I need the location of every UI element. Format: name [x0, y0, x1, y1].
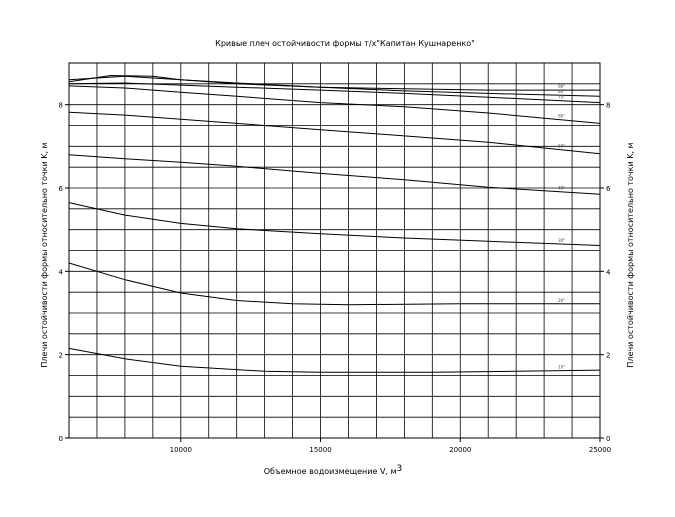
curve-label: 50° — [558, 143, 566, 149]
y-tick-label-left: 6 — [58, 185, 63, 193]
curves — [69, 76, 600, 373]
y-tick-label-left: 2 — [58, 351, 63, 360]
y-axis-label-right: Плечи остойчивости формы относительно точки K, м — [626, 142, 635, 368]
curve-50-deg — [69, 112, 600, 154]
x-axis-label-sup: 3 — [396, 464, 403, 474]
curve-label: 70° — [558, 94, 566, 100]
y-tick-label-right: 4 — [606, 268, 611, 277]
y-tick-label-right: 0 — [606, 435, 611, 443]
y-tick-label-right: 6 — [606, 185, 611, 193]
chart-title: Кривые плеч остойчивости формы т/х"Капитан Кушнаренко" — [215, 39, 475, 48]
curve-label: 90° — [558, 84, 566, 90]
grid — [69, 63, 600, 438]
curve-label: 40° — [558, 185, 566, 191]
x-axis-label — [264, 464, 403, 476]
y-tick-label-left: 8 — [58, 101, 63, 110]
curve-labels — [558, 84, 565, 370]
x-tick-label: 25000 — [588, 446, 612, 454]
y-tick-label-right: 8 — [606, 101, 611, 110]
y-axis-label-left: Плечи остойчивости формы относительно точки K, м — [40, 142, 49, 368]
x-axis-label-text: Объемное водоизмещение V, м — [263, 467, 397, 476]
x-tick-label: 10000 — [169, 446, 192, 454]
curve-80-deg — [69, 76, 600, 96]
curve-10-deg — [69, 348, 600, 372]
curve-70-deg — [69, 83, 600, 103]
curve-label: 10° — [558, 364, 566, 370]
curve-label: 80° — [558, 89, 566, 95]
curve-label: 60° — [558, 113, 566, 119]
y-tick-label-left: 4 — [58, 268, 63, 277]
y-tick-label-right: 2 — [606, 351, 611, 360]
y-tick-label-left: 0 — [58, 435, 63, 443]
curve-20-deg — [69, 263, 600, 305]
curve-label: 30° — [558, 237, 566, 243]
curve-label: 20° — [558, 297, 566, 303]
x-tick-label: 15000 — [309, 446, 332, 454]
x-tick-label: 20000 — [449, 446, 472, 454]
tick-labels — [59, 102, 612, 454]
